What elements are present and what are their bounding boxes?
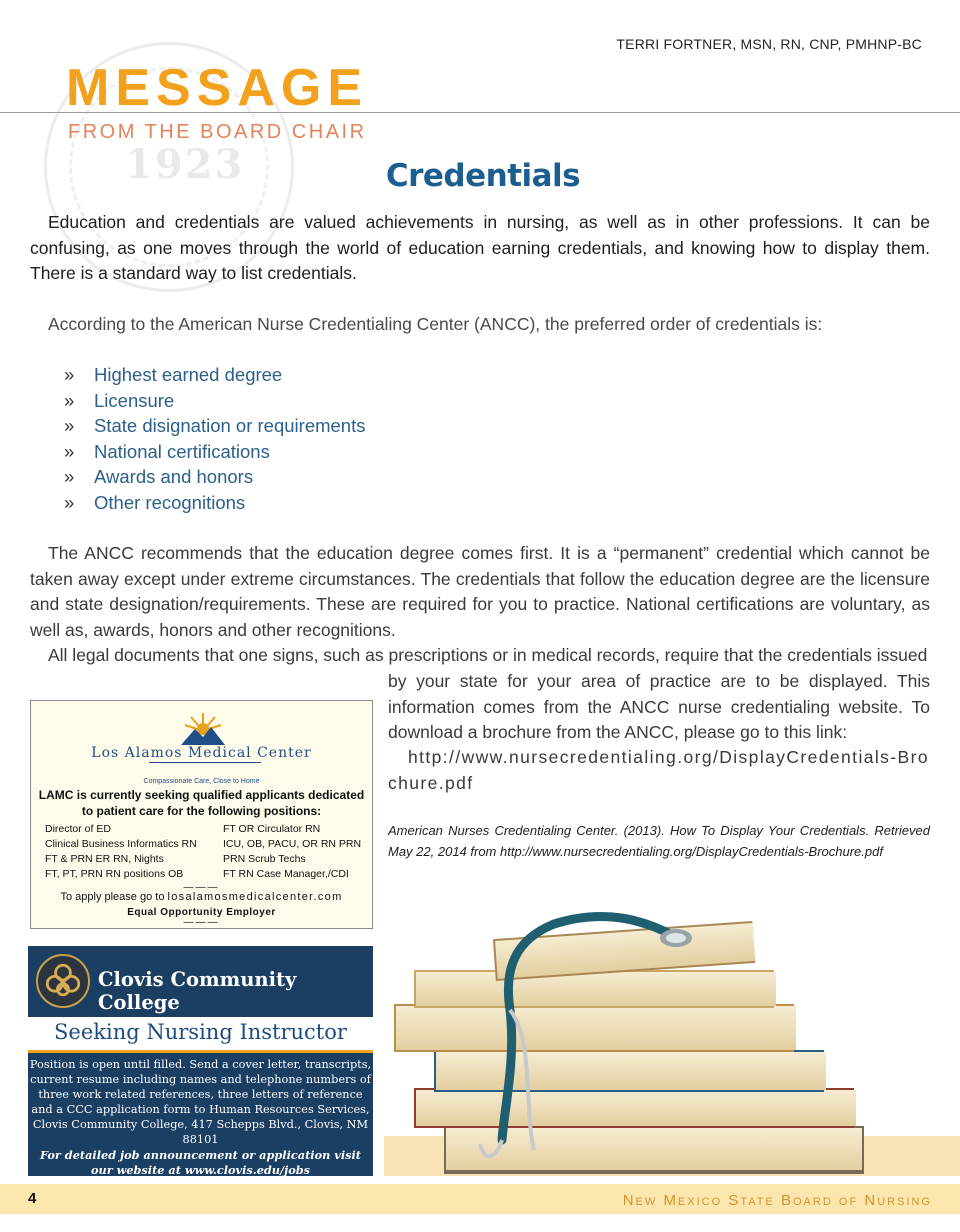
list-item — [64, 413, 365, 439]
author-byline: TERRI FORTNER, MSN, RN, CNP, PMHNP-BC — [616, 36, 922, 52]
page-number: 4 — [28, 1190, 37, 1207]
lamc-website-link[interactable]: losalamosmedicalcenter.com — [167, 891, 343, 903]
legal-documents-paragraph: All legal documents that one signs, such as prescriptions or in medical records, require that the credentials issued — [48, 645, 928, 665]
lamc-name-rule — [149, 762, 261, 763]
clovis-banner — [28, 946, 373, 1017]
list-item-label: Other recognitions — [94, 491, 246, 513]
clovis-detail-text[interactable]: For detailed job announcement or application visit our website at www.clovis.edu/jobs — [39, 1148, 362, 1177]
lamc-job-ad — [30, 700, 373, 929]
lamc-headline: LAMC is currently seeking qualified applicants dedicated to patient care for the following positions: — [38, 788, 365, 818]
bullet-glyph: » — [64, 389, 75, 411]
list-item — [64, 362, 365, 388]
lamc-positions-list — [45, 822, 370, 882]
lamc-sun-logo-icon — [179, 711, 227, 747]
position-item: FT, PT, PRN RN positions OB — [45, 868, 184, 880]
lamc-apply-line — [31, 891, 372, 903]
list-item-label: Licensure — [94, 389, 175, 411]
ancc-recommendation-paragraph: The ANCC recommends that the education degree comes first. It is a “permanent” credential which cannot be taken away except under extreme circumstances. The credentials that follow the education degree are the licensure and state designation/requirements. These are required for you to practice. National certifications are voluntary, as well as, awards, honors and other recognitions. — [30, 543, 930, 640]
bullet-glyph: » — [64, 466, 75, 487]
list-item-label: Awards and honors — [94, 466, 254, 487]
section-subtitle: FROM THE BOARD CHAIR — [68, 121, 367, 143]
bullet-glyph: » — [64, 440, 75, 462]
lamc-divider-bottom: ——— — [183, 917, 220, 928]
list-item — [64, 439, 365, 465]
brochure-link[interactable]: http://www.nursecredentialing.org/DisplayCredentials-Brochure.pdf — [388, 747, 929, 793]
list-item-label: National certifications — [94, 440, 270, 462]
intro-paragraph: Education and credentials are valued achievements in nursing, as well as in other professions. It can be confusing, as one moves through the world of education earning credentials, and knowing how to display them. There is a standard way to list credentials. — [30, 212, 930, 283]
stethoscope-books-image — [384, 900, 960, 1176]
credential-order-list — [64, 362, 365, 515]
bullet-glyph: » — [64, 491, 75, 513]
lamc-tagline: Compassionate Care, Close to Home — [143, 778, 260, 785]
clovis-body-text: Position is open until filled. Send a cover letter, transcripts, current resume including names and telephone numbers of three work related references, three letters of reference and a CCC application form to Human Resources Services, Clovis Community College, 417 Schepps Blvd., Clovis, NM 88101 — [29, 1058, 372, 1146]
lamc-name: Los Alamos Medical Center — [91, 745, 312, 761]
legal-documents-continuation: by your state for your area of practice are to be displayed. This information comes from the ANCC nurse credentialing website. To download a brochure from the ANCC, please go to this link: — [388, 671, 930, 743]
section-title: MESSAGE — [66, 59, 369, 117]
footer-organization: New Mexico State Board of Nursing — [622, 1192, 932, 1209]
lamc-divider-top: ——— — [183, 882, 220, 893]
clovis-knot-emblem-icon — [36, 954, 90, 1008]
position-item: Director of ED — [45, 823, 111, 835]
list-item-label: State disignation or requirements — [94, 415, 366, 436]
position-item: FT RN Case Manager,/CDI — [223, 868, 349, 880]
position-item: FT OR Circulator RN — [223, 823, 321, 835]
clovis-name: Clovis Community College — [98, 968, 297, 1014]
position-item: ICU, OB, PACU, OR RN PRN — [223, 838, 362, 850]
clovis-body — [28, 1053, 373, 1176]
citation: American Nurses Credentialing Center. (2013). How To Display Your Credentials. Retrieved May 22, 2014 from http://www.nursecredentialing.org/DisplayCredentials-Brochure.pdf — [388, 823, 930, 859]
position-item: Clinical Business Informatics RN — [45, 838, 197, 850]
list-item — [64, 490, 365, 516]
page-footer — [0, 1184, 960, 1214]
article-title: Credentials — [385, 158, 581, 194]
clovis-seeking-heading: Seeking Nursing Instructor — [54, 1020, 347, 1044]
clovis-job-ad — [28, 946, 373, 1176]
seal-year: 1923 — [125, 141, 245, 188]
list-item-label: Highest earned degree — [94, 364, 283, 385]
lamc-eoe: Equal Opportunity Employer — [127, 907, 276, 918]
position-item: FT & PRN ER RN, Nights — [45, 853, 164, 865]
bullet-glyph: » — [64, 415, 75, 436]
list-item — [64, 464, 365, 490]
lamc-apply-prefix: To apply please go to — [60, 891, 168, 903]
ancc-order-paragraph: According to the American Nurse Credentialing Center (ANCC), the preferred order of credentials is: — [48, 314, 823, 334]
bullet-glyph: » — [64, 364, 75, 385]
list-item — [64, 388, 365, 414]
position-item: PRN Scrub Techs — [223, 853, 306, 865]
